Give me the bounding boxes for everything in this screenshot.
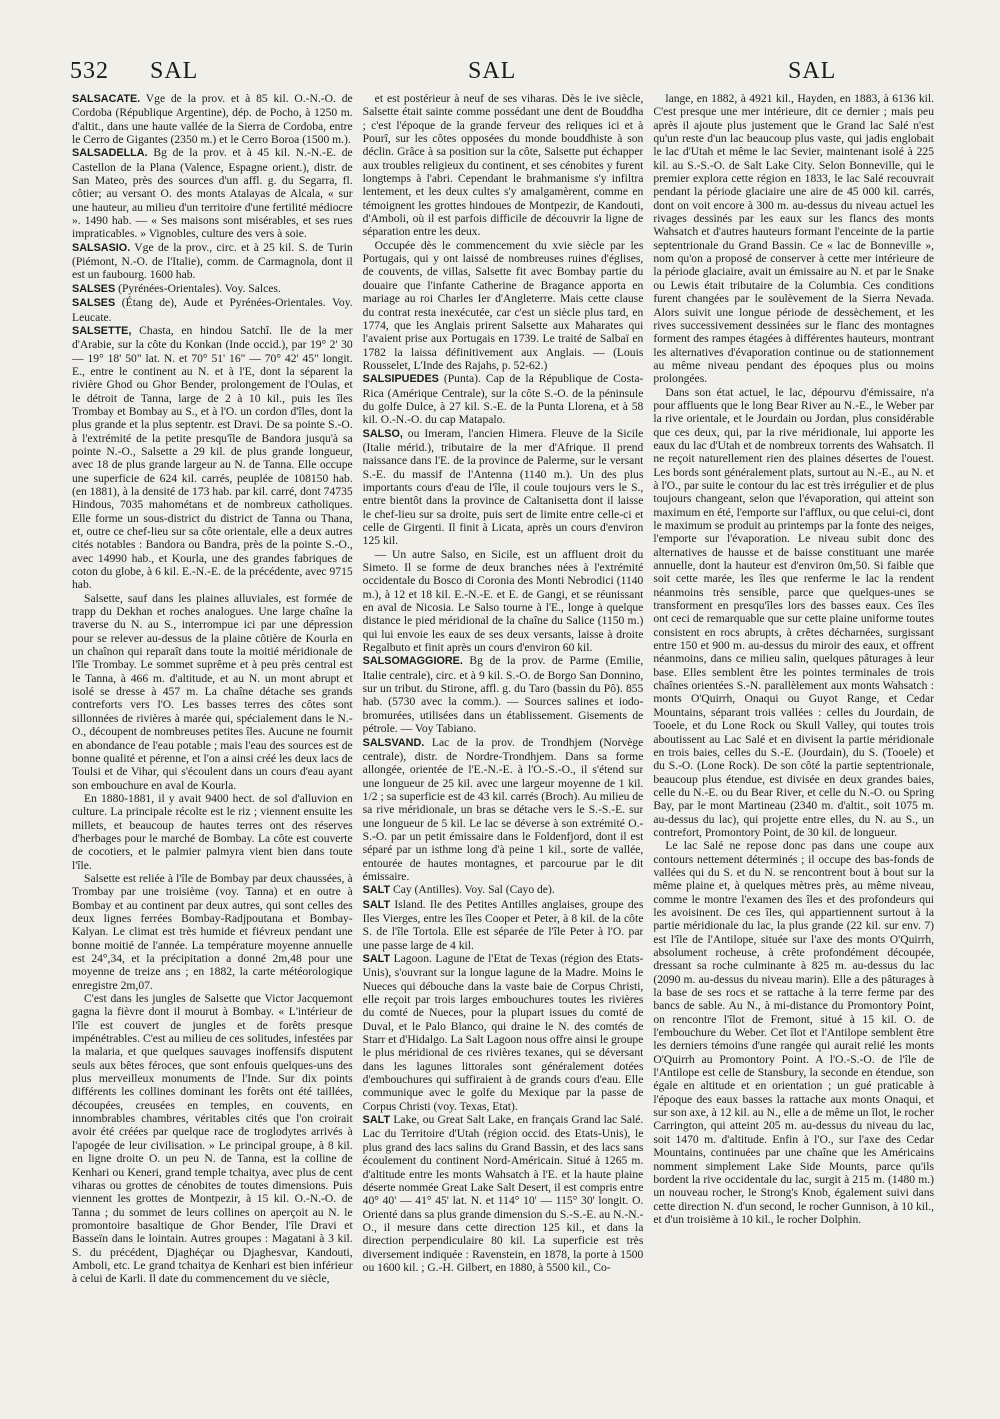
entry-headword: SALSADELLA. (72, 147, 148, 160)
entry-text: lange, en 1882, à 4921 kil., Hayden, en 1883, à 6136 kil. C'est presque une mer intérieure, dit ce dernier ; mais peu après il ajoute plus justement que le Grand lac Salé n'est qu'un reste d'un lac beaucoup plus vaste, qui jadis englobait le lac d'Utah et même le lac Sevier, maintenant isolé à 225 kil. au S.-S.-O. de Salt Lake City. Selon Bonneville, qui le premier explora cette région en 1833, le lac Salé recouvrait pendant la période glaciaire une aire de 45 000 kil. carrés, dont on voit encore à 300 m. au-dessus du niveau actuel les rivages dessinés par les eaux sur les flancs des monts Wahsatch et d'autres hauteurs formant l'enceinte de la partie septentrionale du Grand Bassin. Ce « lac de Bonneville », nom qu'on a proposé de conserver à cette mer intérieure de la période glaciaire, avait un émissaire au N. et par le Snake ou Lewis était tributaire de la Columbia. Ces conditions furent changées par le soulèvement de la Sierra Nevada. Alors suivit une longue période de dessèchement, et les rives successivement dessinées sur le flanc des montagnes forment des rampes étagées à différentes hauteurs, montrant les alternatives d'évaporation continue ou de stationnement au même niveau pendant des époques plus ou moins prolongées. (653, 92, 935, 386)
entry-text: Lake, ou Great Salt Lake, en français Grand lac Salé. Lac du Territoire d'Utah (région occid. des Etats-Unis), le plus grand des lacs salins du Grand Bassin, et des lacs sans écoulement du continent Nord-Américain. Situé à 1265 m. d'altitude entre les monts Wahsatch à l'E. et la haute plaine déserte nommée Great Lake Salt Desert, il est compris entre 40° 40' — 41° 45' lat. N. et 114° 10' — 115° 30' longit. O. Orienté dans sa plus grande dimension du S.-S.-E. au N.-N.-O., il mesure dans cette direction 125 kil., et dans la direction perpendiculaire 80 kil. La superficie est très diversement indiquée : Ravenstein, en 1878, la porte à 1500 ou 1600 kil. ; G.-H. Gilbert, en 1880, à 5500 kil., Co- (362, 1113, 644, 1274)
entry-text: (Étang de), Aude et Pyrénées-Orientales. Voy. Leucate. (72, 296, 353, 324)
entry-text: ou Imeram, l'ancien Himera. Fleuve de la Sicile (Italie mérid.), tributaire de la mer d'Afrique. Il prend naissance dans l'E. de la province de Palerme, sur le versant S.-E. du massif de l'Antenna (1140 m.). Un des plus importants cours d'eau de l'île, il coule toujours vers le S., entre bientôt dans la province de Caltanisetta dont il laisse le chef-lieu sur sa droite, puis sert de limite entre celle-ci et celle de Girgenti. Il finit à Licata, après un cours d'environ 125 kil. (362, 426, 644, 548)
entry-paragraph (653, 386, 934, 840)
entry-text: et est postérieur à neuf de ses viharas. Dès le ive siècle, Salsette était sainte comme possédant une dent de Bouddha ; c'est l'époque de la grande ferveur des reliques ici et à Pourî, sur les côtes opposées du monde bouddhiste à son déclin. Grâce à sa position sur la côte, Salsette put échapper aux troubles religieux du continent, et ses cénobites y furent longtemps à l'abri. Cependant le brahmanisme s'y infiltra lentement, et les deux cultes s'y amalgamèrent, comme en témoignent les grottes hindoues de Montpezir, de Kandouti, d'Amboli, où il est parfois difficile de découvrir la ligne de séparation entre les deux. (362, 92, 644, 239)
dictionary-entry (72, 146, 353, 240)
entry-text: Cay (Antilles). Voy. Sal (Cayo de). (390, 883, 555, 897)
entry-text: Le lac Salé ne repose donc pas dans une coupe aux contours nettement déterminés ; il occupe des bas-fonds de vallées qui du S. et du N. se rencontrent bout à bout sur la même plaine et, à quelques mètres près, au même niveau, comme le montre l'examen des îles et des profondeurs qui les avoisinent. De ces îles, qui appartiennent surtout à la partie méridionale du lac, la plus grande (22 kil. sur env. 7) est l'île de l'Antilope, située sur l'axe des monts O'Quirrh, absolument rocheuse, à crête profondément découpée, dressant sa roche culminante à 825 m. au-dessus du lac (2090 m. au-dessus du niveau marin). Elle a des pâturages à la base de ses rocs et se rattache à la terre ferme par des bancs de sable. Au N., à mi-distance du Promontory Point, on rencontre l'îlot de Fremont, situé à 15 kil. O. de l'embouchure du Weber. Cet îlot et l'Antilope semblent être les derniers témoins d'une rangée qui aurait relié les monts O'Quirrh au Promontory Point. A l'O.-S.-O. de l'île de l'Antilope est celle de Stansbury, la seconde en étendue, son égale en altitude et en orientation ; un gué praticable à l'époque des eaux basses la rattache aux monts Onaqui, et sur son axe, à 12 kil. au N., elle a de même un îlot, le rocher Carrington, qui atteint 205 m. au-dessus du niveau du lac, soit 1470 m. d'altitude. Enfin à l'O., sur l'axe des Cedar Mountains, continuées par une chaîne que les Américains nomment simplement Lake Side Mounts, parce qu'ils bordent la rive occidentale du lac, surgit à 215 m. (1480 m.) un nouveau rocher, le Strong's Knob, également suivi dans cette direction N. d'un second, le rocher Gunnison, à 10 kil., et d'un troisième à 10 kil., le rocher Dolphin. (653, 839, 935, 1226)
running-head-center: SAL (468, 58, 517, 84)
entry-text: Chasta, en hindou Satchî. Ile de la mer d'Arabie, sur la côte du Konkan (Inde occid.), par 19° 2' 30 — 19° 18' 50" lat. N. et 70° 51' 16" — 70° 42' 45" longit. E., entre le continent au N. et à l'E, dont la séparent la rivière Ghod ou Ghor Bender, prolongement de l'Oulas, et le détroit de Tanna, large de 2 à 10 kil., puis les îles Trombay et Bombay au S., et à l'O. un cordon d'îles, dont la plus grande et la plus septentr. est Dravi. De sa pointe S.-O. à l'extrémité de la petite presqu'île de Bandora jusqu'à sa pointe N.-O., Salsette a 29 kil. de plus grande longueur, avec 18 de plus grande largeur au N. de Tanna. Elle occupe une superficie de 624 kil. carrés, peuplée de 108150 hab. (en 1881), à la densité de 173 hab. par kil. carré, dont 74735 Hindous, 7035 mahométans et de nombreux catholiques. Elle forme un sous-district du district de Tanna ou Thana, et, outre ce chef-lieu sur sa côte orientale, elle a deux autres cités notables : Bandora ou Bandra, près de la pointe S.-O., avec 14990 hab., et Kourla, une des grandes fabriques de coton du globe, à 6 kil. E.-N.-E. de la précédente, avec 9715 hab. (72, 323, 353, 592)
entry-text: Occupée dès le commencement du xvie siècle par les Portugais, qui y ont laissé de nombreuses ruines d'églises, de couvents, de villas, Salsette fit avec Bombay partie du douaire que l'infante Catherine de Bragance apporta en mariage au roi Charles Ier d'Angleterre. Mais cette clause du contrat resta inexécutée, car c'est un siècle plus tard, en 1774, que les Anglais prirent Salsette aux Maharates qui l'avaient prise aux Portugais en 1739. Le traité de Salbaï en 1782 la laissa définitivement aux Anglais. — (Louis Rousselet, L'Inde des Rajahs, p. 52-62.) (362, 238, 644, 372)
column-right (653, 92, 934, 1379)
column-left (72, 92, 353, 1379)
page-number: 532 (70, 58, 109, 84)
entry-headword: SALSVAND. (362, 736, 425, 749)
entry-text: Salsette, sauf dans les plaines alluviales, est formée de trapp du Dekhan et roches analogues. Une large chaîne la traverse du N. au S., interrompue ici par une dépression pour se relever au-dessus de la plaine côtière de Kourla en un chaînon qui reparaît dans toute la moitié méridionale de l'île Trombay. Le sommet suprême et à peu près central est le Tanna, à 466 m. d'altitude, et au N. un mont abrupt et isolé se dresse à 457 m. La chaîne détache ses grands contreforts vers l'O. Les basses terres des côtes sont sillonnées de rivières à marée qui, spécialement dans le N.-O., découpent de nombreuses petites îles. Aucune ne fournit en abondance de l'eau potable ; mais l'eau des sources est de bonne qualité et pérenne, et l'on a ainsi créé les deux lacs de Toulsi et de Vihar, qui s'écoulent dans un cours d'eau ayant son embouchure en aval de Kourla. (72, 591, 353, 792)
entry-text: (Punta). Cap de la République de Costa-Rica (Amérique Centrale), sur la côte S.-O. de la péninsule du golfe Dulce, à 27 kil. S.-E. de la Punta Llorena, et à 58 kil. O.-N.-O. du cap Matapalo. (362, 372, 644, 427)
dictionary-entry (363, 372, 644, 426)
dictionary-entry (363, 898, 644, 952)
entry-text: — Un autre Salso, en Sicile, est un affluent droit du Simeto. Il se forme de deux branches nées à l'extrémité occidentale du Bosco di Coronia des Monti Nebrodici (1140 m.), à 12 et 18 kil. E.-N.-E. et E. de Gangi, et se réunissant en aval de Nicosia. Le Salso tourne à l'E., longe à quelque distance le pied méridional de la chaîne du Salice (1150 m.) qui lui envoie les eaux de ses deux versants, laisse à droite Regalbuto et finit après un cours d'environ 60 kil. (362, 547, 644, 655)
entry-headword: SALSETTE, (72, 324, 132, 337)
entry-text: Salsette est reliée à l'île de Bombay par deux chaussées, à Trombay par une troisième (voy. Tanna) et en outre à Bombay et au continent par deux autres, qui sont celles des deux lignes ferrées Bombay-Radjpoutana et Bombay-Kalyan. Le climat est très humide et fiévreux pendant une bonne moitié de l'année. La température moyenne annuelle est 24°,34, et la précipitation a donné 2m,48 pour une moyenne de treize ans ; en 1882, la carte météorologique enregistre 2m,07. (72, 871, 353, 992)
entry-paragraph (72, 992, 353, 1286)
dictionary-entry (72, 296, 353, 324)
page-header (70, 58, 930, 88)
entry-headword: SALSO, (362, 427, 403, 440)
text-columns (72, 92, 934, 1379)
dictionary-entry (72, 324, 353, 592)
entry-paragraph (363, 239, 644, 372)
dictionary-entry (72, 92, 353, 146)
dictionary-entry (363, 427, 644, 548)
entry-paragraph (72, 592, 353, 792)
entry-paragraph (653, 839, 934, 1226)
entry-headword: SALT (362, 1114, 391, 1127)
entry-paragraph (363, 548, 644, 655)
entry-headword: SALSIPUEDES (362, 373, 439, 386)
dictionary-entry (363, 1113, 644, 1274)
entry-text: (Pyrénées-Orientales). Voy. Salces. (115, 281, 281, 295)
entry-headword: SALT (362, 953, 391, 965)
entry-headword: SALSES (72, 297, 116, 310)
entry-paragraph (653, 92, 934, 386)
dictionary-entry (363, 952, 644, 1113)
dictionary-entry (363, 736, 644, 884)
dictionary-entry (363, 883, 644, 897)
entry-text: En 1880-1881, il y avait 9400 hect. de sol d'alluvion en culture. La principale récolte est le riz ; viennent ensuite les millets, et beaucoup de hautes terres ont des réserves d'herbages pour le marché de Bombay. La côte est couverte de cocotiers, et le palmier palmyra vient bien dans toute l'île. (72, 791, 353, 872)
entry-text: Vge de la prov. et à 85 kil. O.-N.-O. de Cordoba (République Argentine), dép. de Pocho, à 1250 m. d'altit., dans une haute vallée de la Sierra de Cordoba, entre le Cerro de Gigantes (2350 m.) et le Cerro Boroa (1500 m.). (72, 92, 353, 147)
entry-headword: SALSASIO. (72, 241, 131, 254)
dictionary-entry (363, 654, 644, 735)
entry-text: Dans son état actuel, le lac, dépourvu d'émissaire, n'a pour affluents que le long Bear River au N.-E., le Weber par la rive orientale, et le Jourdain ou Jordan, plus considérable que ces deux, qui, par la rive méridionale, lui apporte les eaux du lac d'Utah et de nombreux torrents des Wahsatch. Il ne reçoit naturellement rien des plaines désertes de l'ouest. Les bords sont généralement plats, surtout au N.-E., au N. et à l'O., par suite le contour du lac est très irrégulier et de plus toujours changeant, selon que l'évaporation, qui atteint son maximum en été, l'emporte sur l'afflux, ou que celui-ci, dont le maximum se produit au printemps par la fonte des neiges, l'emporte sur l'évaporation. Le niveau subit donc des alternatives de hausse et de baisse constituant une marée annuelle, dont la hauteur est d'environ 0m,50. Si faible que soit cette marée, les îles que renferme le lac la rendent néanmoins très sensible, parce que quelques-unes se transforment en presqu'îles lors des basses eaux. Ces îles ont ceci de remarquable que sur cette plaine uniforme toutes consistent en rocs abrupts, à crêtes décharnées, surgissant entre 150 et 900 m. au-dessus du miroir des eaux, et offrent néanmoins, dans ce milieu salin, quelques pâturages à leur base. Elles semblent être les pointes terminales de trois chaînes orientées S.-N. parallèlement aux monts Wahsatch : monts O'Quirrh, Onaqui ou Guyot Range, et Cedar Mountains, séparant trois vallées : celles du Jourdain, de Tooele, et du Lone Rock ou Skull Valley, qui toutes trois aboutissent au Lac Salé et en divisent la partie méridionale en trois baies, celles du S.-E. (Jourdain), du S. (Tooele) et du S.-O. (Lone Rock). De son côté la partie septentrionale, beaucoup plus étendue, est divisée en deux grandes baies, celle du N.-E. ou du Bear River, et celle du N.-O. ou Spring Bay, par le mont Martineau (2340 m. d'altit., soit 1075 m. au-dessus du lac), qui projette entre elles, du N. au S., un contrefort, Promontory Point, de 30 kil. de longueur. (653, 385, 935, 839)
entry-text: Lagoon. Lagune de l'Etat de Texas (région des Etats-Unis), s'ouvrant sur la longue lagune de la Madre. Moins le Nueces qui débouche dans la vaste baie de Corpus Christi, elle reçoit par trois larges embouchures toutes les rivières du comté de Nueces, pour la plupart issues du comté de Duval, et le Palo Blanco, qui draine le N. des comtés de Starr et d'Hidalgo. La Salt Lagoon nous offre ainsi le groupe le plus méridional de ces rivières texanes, qui se déversant dans les lagunes littorales sont généralement dotées d'embouchures qui suffiraient à de grands cours d'eau. Elle communique avec le golfe du Mexique par la passe de Corpus Christi (voy. Texas, Etat). (362, 952, 644, 1113)
entry-text: Lac de la prov. de Trondhjem (Norvège centrale), distr. de Nordre-Trondhjem. Dans sa forme allongée, orientée de l'E.-N.-E. à l'O.-S.-O., il s'étend sur une longueur de 25 kil. avec une largeur moyenne de 1 kil. 1/2 ; sa superficie est de 43 kil. carrés (Broch). Au milieu de sa rive méridionale, un bras se détache vers le S.-S.-E. sur une longueur de 5 kil. Le lac se déverse à son extrémité O.-S.-O. par un petit émissaire dans le Foldenfjord, dont il est séparé par un isthme long d'à peine 1 kil., sorte de vallée, entourée de hautes montagnes, et parcourue par le dit émissaire. (362, 735, 644, 883)
entry-headword: SALT (362, 884, 391, 897)
entry-text: Island. Ile des Petites Antilles anglaises, groupe des Iles Vierges, entre les îles Cooper et Peter, à 8 kil. de la côte S. de l'île Tortola. Elle est séparée de l'île Peter à l'O. par une passe large de 4 kil. (362, 897, 644, 952)
entry-text: Bg de la prov. et à 45 kil. N.-N.-E. de Castellon de la Plana (Valence, Espagne orient.), distr. de San Mateo, près des sources d'un affl. g. du Segarra, fl. côtier; au versant O. des monts Atalayas de Alcala, « sur une hauteur, au milieu d'un territoire d'une fertilité médiocre ». 1490 hab. — « Ses maisons sont misérables, et ses rues impraticables. » Vignobles, culture des vers à soie. (72, 146, 353, 241)
entry-headword: SALSACATE. (72, 93, 141, 105)
column-middle (363, 92, 644, 1379)
entry-paragraph (72, 792, 353, 872)
entry-paragraph (363, 92, 644, 239)
entry-text: C'est dans les jungles de Salsette que Victor Jacquemont gagna la fièvre dont il mourut à Bombay. « L'intérieur de l'île est couvert de jungles et de forêts presque impénétrables. C'est au milieu de ces solitudes, infestées par la malaria, et que quelques sauvages inoffensifs disputent seuls aux bêtes féroces, que sont enfouis quelques-uns des plus merveilleux monuments de l'Inde. Sur dix points différents les collines dominant les forêts ont été taillées, découpées, creusées en temples, en couvents, en innombrables chambres, véritables cités que l'on croirait avoir été créées par quelque race de troglodytes arrivés à l'apogée de leur civilisation. » Le principal groupe, à 8 kil. en ligne droite O. un peu N. de Tanna, est la colline de Kenhari ou Keneri, grand temple tchaitya, avec plus de cent viharas ou grottes de cénobites de toutes dimensions. Puis viennent les grottes de Montpezir, à 15 kil. O.-N.-O. de Tanna ; du sommet de leurs collines on aperçoit au N. le promontoire basaltique de Ghor Bender, l'île Dravi et Basseïn dans le lointain. Autres groupes : Magatani à 3 kil. S. du précédent, Djaghéçar ou Djaghesvar, Kandouti, Amboli, etc. Le grand tchaitya de Kenhari est bien inférieur à celui de Karli. Il date du commencement du ve siècle, (72, 992, 353, 1286)
entry-headword: SALSOMAGGIORE. (362, 655, 463, 668)
entry-text: Vge de la prov., circ. et à 25 kil. S. de Turin (Piémont, N.-O. de l'Italie), comm. de Carmagnola, dont il est un faubourg. 1600 hab. (72, 240, 353, 282)
entry-headword: SALSES (72, 282, 116, 295)
dictionary-entry (72, 241, 353, 282)
running-head-right: SAL (788, 58, 837, 84)
entry-text: Bg de la prov. de Parme (Emilie, Italie centrale), circ. et à 9 kil. S.-O. de Borgo San Donnino, sur un tribut. du Stirone, affl. g. du Taro (bassin du Pô). 855 hab. (5730 avec la comm.). — Sources salines et iodo-bromurées, utilisées dans un établissement. Gisements de pétrole. — Voy Tabiano. (362, 654, 644, 736)
running-head-left: SAL (150, 58, 199, 84)
entry-headword: SALT (362, 898, 391, 911)
dictionary-entry (72, 282, 353, 296)
entry-paragraph (72, 872, 353, 992)
